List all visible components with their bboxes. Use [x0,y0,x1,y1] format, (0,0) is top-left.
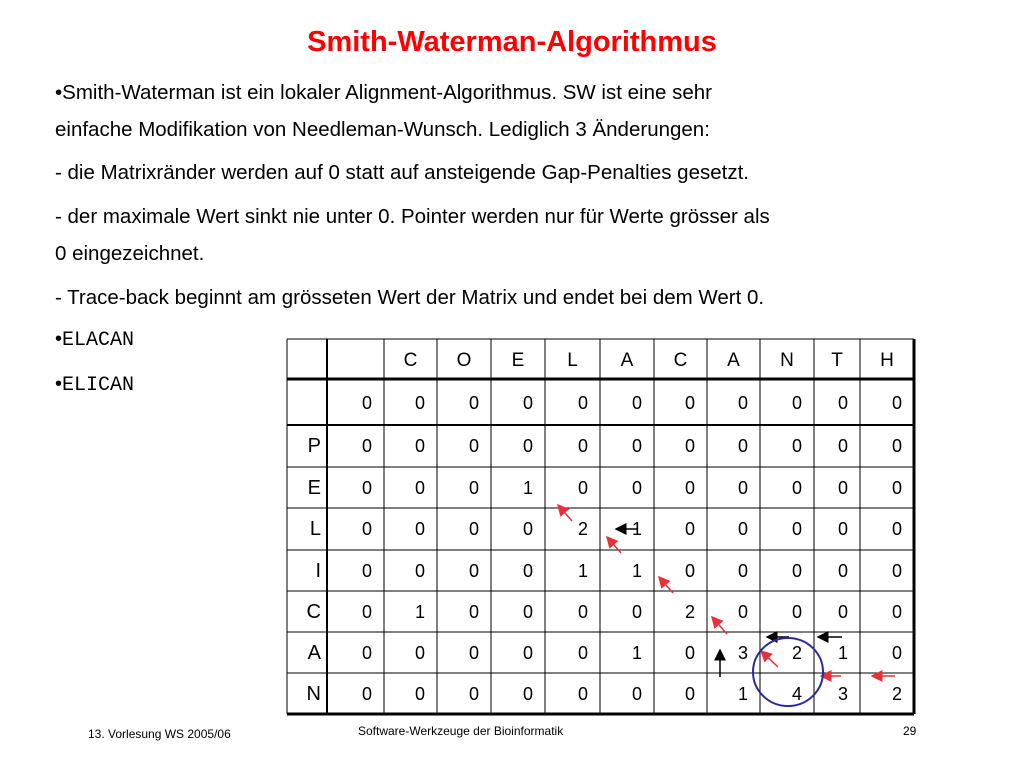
matrix-cell: 0 [737,601,748,622]
matrix-cell: 3 [737,642,748,663]
matrix-cell: 0 [791,477,802,498]
matrix-cell: 0 [737,477,748,498]
matrix-cell: 1 [414,601,425,622]
matrix-cell: 0 [737,392,748,413]
column-header: C [673,350,688,371]
matrix-cell: 0 [414,683,425,704]
matrix-cell: 0 [891,477,902,498]
row-header: E [307,476,321,499]
matrix-cell: 0 [577,436,588,456]
matrix-cell: 0 [684,642,695,663]
row-header: P [307,435,321,457]
matrix-cell: 1 [737,683,748,704]
matrix-cell: 0 [791,436,802,456]
sequence-2-text: ELICAN [62,374,135,397]
matrix-cell: 0 [468,560,479,581]
matrix-cell: 0 [522,642,533,663]
matrix-cell: 2 [891,683,902,704]
matrix-cell: 1 [522,477,533,498]
matrix-cell: 0 [737,560,748,581]
matrix-cell: 0 [577,477,588,498]
column-header: N [780,350,794,371]
matrix-cell: 0 [414,477,425,498]
matrix-cell: 0 [631,436,642,456]
matrix-cell: 0 [468,436,479,456]
matrix-cell: 0 [414,392,425,413]
matrix-cell: 0 [684,436,695,456]
column-header: H [880,350,894,371]
matrix-cell: 0 [684,392,695,413]
matrix-cell: 0 [737,436,748,456]
matrix-cell: 0 [631,601,642,622]
matrix-cell: 0 [361,601,372,622]
matrix-cell: 0 [631,683,642,704]
matrix-cell: 0 [468,642,479,663]
traceback-arrow [607,537,621,553]
column-header: O [456,350,472,371]
matrix-cell: 3 [837,683,848,704]
matrix-cell: 0 [468,683,479,704]
matrix-cell: 0 [684,519,695,539]
matrix-cell: 0 [791,519,802,539]
column-header: A [620,350,634,371]
matrix-cell: 0 [468,519,479,539]
intro-line-1: •Smith-Waterman ist ein lokaler Alignment-Algorithmus. SW ist eine sehr [55,81,712,104]
matrix-cell: 0 [791,392,802,413]
slide-title: Smith-Waterman-Algorithmus [307,26,717,58]
column-header: A [727,350,740,371]
matrix-cell: 0 [577,642,588,663]
matrix-cell: 0 [684,683,695,704]
matrix-cell: 0 [837,436,848,456]
matrix-cell: 1 [631,519,642,539]
matrix-cell: 0 [468,601,479,622]
column-header: E [511,350,525,371]
matrix-cell: 0 [522,560,533,581]
matrix-cell: 2 [791,642,802,663]
bullet: • [55,328,63,350]
matrix-cell: 0 [522,436,533,456]
point-traceback: - Trace-back beginnt am grösseten Wert der Matrix und endet bei dem Wert 0. [55,286,765,309]
matrix-cell: 0 [361,477,372,498]
intro-line-2: einfache Modifikation von Needleman-Wunsch. Lediglich 3 Änderungen: [55,118,710,141]
matrix-cell: 0 [361,560,372,581]
matrix-cell: 0 [522,601,533,622]
matrix-cell: 0 [522,392,533,413]
matrix-cell: 0 [522,519,533,539]
row-header: L [309,518,321,540]
matrix-cell: 0 [361,683,372,704]
matrix-cell: 0 [361,436,372,456]
matrix-cell: 0 [577,392,588,413]
matrix-cell: 2 [684,601,695,622]
matrix-cell: 0 [631,392,642,413]
matrix-cell: 0 [522,683,533,704]
matrix-cell: 0 [891,560,902,581]
matrix-cell: 0 [837,601,848,622]
matrix-cell: 1 [577,560,588,581]
column-header: C [403,350,418,371]
matrix-cell: 0 [361,519,372,539]
matrix-cell: 0 [891,642,902,663]
footer-course: Software-Werkzeuge der Bioinformatik [358,724,564,738]
bullet: • [55,373,63,395]
matrix-cell: 0 [891,436,902,456]
row-header: A [307,641,321,664]
matrix-cell: 0 [631,477,642,498]
matrix-cell: 0 [791,560,802,581]
column-header: L [567,350,578,371]
matrix-cell: 0 [837,519,848,539]
row-header: C [306,600,321,623]
matrix-cell: 4 [791,683,802,704]
matrix-cell: 0 [684,477,695,498]
point-max-value-line-2: 0 eingezeichnet. [55,242,205,265]
matrix-cell: 0 [468,477,479,498]
footer-page-number: 29 [903,724,917,738]
matrix-cell: 2 [577,519,588,539]
matrix-cell: 0 [414,519,425,539]
matrix-cell: 0 [468,392,479,413]
point-matrix-borders: - die Matrixränder werden auf 0 statt auf ansteigende Gap-Penalties gesetzt. [55,161,749,184]
row-header: N [306,682,321,705]
matrix-cell: 1 [837,642,848,663]
footer-lecture: 13. Vorlesung WS 2005/06 [88,727,231,741]
sequence-1-text: ELACAN [62,329,135,352]
matrix-cell: 0 [361,392,372,413]
matrix-cell: 0 [737,519,748,539]
matrix-cell: 0 [684,560,695,581]
matrix-cell: 0 [414,560,425,581]
matrix-cell: 0 [414,642,425,663]
column-header: T [831,350,843,371]
matrix-cell: 0 [891,519,902,539]
matrix-cell: 0 [577,601,588,622]
matrix-cell: 1 [631,642,642,663]
matrix-cell: 1 [631,560,642,581]
row-header: I [315,559,321,582]
point-max-value-line-1: - der maximale Wert sinkt nie unter 0. Pointer werden nur für Werte grösser als [55,205,770,228]
matrix-cell: 0 [837,477,848,498]
matrix-cell: 0 [891,601,902,622]
matrix-cell: 0 [361,642,372,663]
matrix-cell: 0 [791,601,802,622]
matrix-cell: 0 [891,392,902,413]
matrix-cell: 0 [837,560,848,581]
matrix-cell: 0 [577,683,588,704]
matrix-cell: 0 [837,392,848,413]
matrix-cell: 0 [414,436,425,456]
